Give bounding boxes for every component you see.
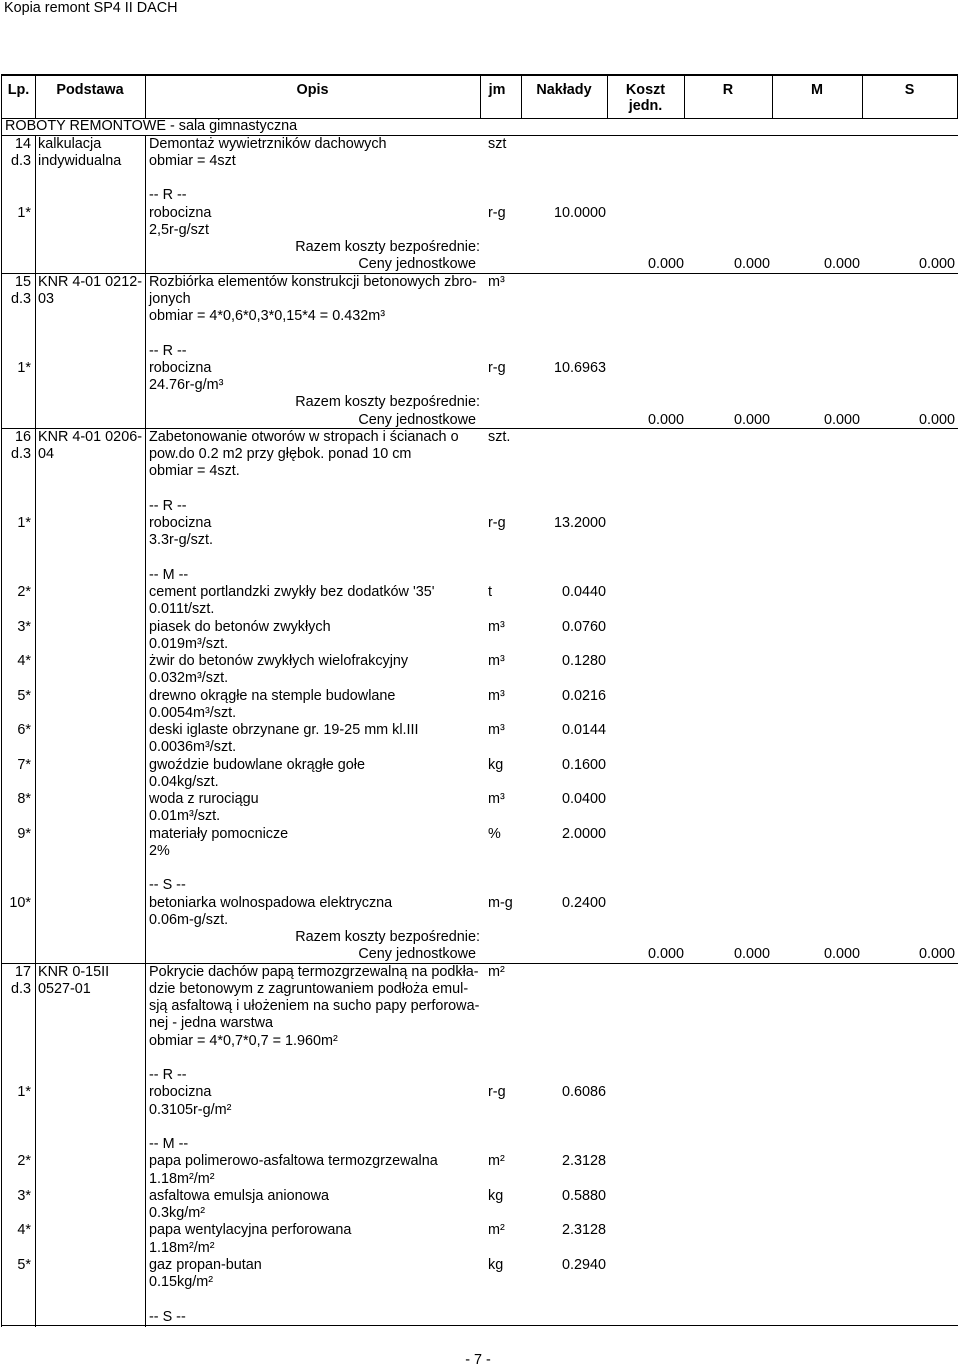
resource-line <box>0 619 960 636</box>
item-line <box>0 998 960 1015</box>
resource-name: betoniarka wolnospadowa elektryczna <box>149 894 393 911</box>
resource-norm-line <box>0 1274 960 1291</box>
resource-unit: r-g <box>488 1084 506 1101</box>
resource-quantity: 2.0000 <box>561 825 606 842</box>
item-line <box>0 136 960 153</box>
resource-unit: m³ <box>488 791 505 808</box>
resource-name: gwoździe budowlane okrągłe gołe <box>149 756 366 773</box>
item-basis: 04 <box>38 446 55 463</box>
resource-norm: 0.0036m³/szt. <box>149 739 237 756</box>
resource-quantity: 0.5880 <box>561 1187 606 1204</box>
resource-quantity: 13.2000 <box>553 515 606 532</box>
table-right-border <box>957 74 958 118</box>
resource-unit: % <box>488 825 501 842</box>
resource-number: 1* <box>17 359 31 376</box>
resource-group-header <box>0 1309 960 1326</box>
resource-number: 9* <box>17 825 31 842</box>
item-line <box>0 429 960 446</box>
resource-norm: 24.76r-g/m³ <box>149 377 224 394</box>
resource-number: 7* <box>17 756 31 773</box>
item-unit: szt <box>488 135 507 152</box>
resource-group-label: -- R -- <box>149 342 187 359</box>
resource-unit: m³ <box>488 653 505 670</box>
resource-number: 3* <box>17 618 31 635</box>
resource-name: papa polimerowo-asfaltowa termozgrzewalna <box>149 1153 438 1170</box>
cost-estimate-table <box>0 118 960 1326</box>
direct-costs-label: Razem koszty bezpośrednie: <box>295 239 480 256</box>
unit-prices-label: Ceny jednostkowe <box>358 946 476 963</box>
item-basis: 0527-01 <box>38 980 91 997</box>
unit-prices-line <box>0 946 960 963</box>
resource-name: gaz propan-butan <box>149 1256 262 1273</box>
resource-name: materiały pomocnicze <box>149 825 289 842</box>
resource-quantity: 0.0144 <box>561 722 606 739</box>
resource-name: woda z rurociągu <box>149 791 259 808</box>
resource-norm-line <box>0 532 960 549</box>
resource-unit: kg <box>488 756 504 773</box>
resource-quantity: 0.1600 <box>561 756 606 773</box>
item-description: nej - jedna warstwa <box>149 1015 273 1032</box>
resource-quantity: 0.6086 <box>561 1084 606 1101</box>
resource-number: 6* <box>17 722 31 739</box>
unit-price-m: 0.000 <box>823 256 860 273</box>
resource-group-label: -- S -- <box>149 877 186 894</box>
resource-name: papa wentylacyjna perforowana <box>149 1222 352 1239</box>
resource-name: deski iglaste obrzynane gr. 19-25 mm kl.III <box>149 722 419 739</box>
item-basis: KNR 4-01 0212- <box>38 273 142 290</box>
unit-prices-label: Ceny jednostkowe <box>358 411 476 428</box>
item-number: 14 <box>14 135 31 152</box>
resource-norm: 3.3r-g/szt. <box>149 532 213 549</box>
item-description: sją asfaltową i ułożeniem na sucho papy perforowa- <box>149 998 480 1015</box>
resource-norm-line <box>0 1205 960 1222</box>
resource-quantity: 0.2400 <box>561 894 606 911</box>
resource-quantity: 2.3128 <box>561 1153 606 1170</box>
resource-norm: 0.01m³/szt. <box>149 808 221 825</box>
item-description: Demontaż wywietrzników dachowych <box>149 135 387 152</box>
resource-group-header <box>0 1136 960 1153</box>
document-title: Kopia remont SP4 II DACH <box>4 0 178 16</box>
resource-number: 2* <box>17 1153 31 1170</box>
resource-quantity: 0.0760 <box>561 618 606 635</box>
item-basis: KNR 0-15II <box>38 963 110 980</box>
item-number: 16 <box>14 428 31 445</box>
resource-quantity: 0.2940 <box>561 1256 606 1273</box>
item-unit: m³ <box>488 273 505 290</box>
resource-norm: 0.032m³/szt. <box>149 670 229 687</box>
unit-prices-line <box>0 412 960 429</box>
unit-prices-label: Ceny jednostkowe <box>358 256 476 273</box>
resource-group-label: -- R -- <box>149 497 187 514</box>
item-number: 15 <box>14 273 31 290</box>
resource-norm: 0.019m³/szt. <box>149 635 229 652</box>
resource-norm-line <box>0 1171 960 1188</box>
resource-norm-line <box>0 843 960 860</box>
resource-norm-line <box>0 774 960 791</box>
cost-items <box>0 136 960 1326</box>
resource-name: drewno okrągłe na stemple budowlane <box>149 687 396 704</box>
resource-norm-line <box>0 601 960 618</box>
resource-norm-line <box>0 808 960 825</box>
unit-prices-line <box>0 256 960 273</box>
resource-unit: m-g <box>488 894 513 911</box>
item-description: Zabetonowanie otworów w stropach i ścianach o <box>149 428 459 445</box>
resource-group-label: -- M -- <box>149 1136 189 1153</box>
column-header-podstawa: Podstawa <box>56 82 124 98</box>
item-description: Pokrycie dachów papą termozgrzewalną na podkła- <box>149 963 479 980</box>
unit-price-s: 0.000 <box>918 256 955 273</box>
resource-line <box>0 360 960 377</box>
item-unit: szt. <box>488 428 511 445</box>
resource-norm: 0.04kg/szt. <box>149 773 219 790</box>
column-header-naklady: Nakłady <box>536 82 592 98</box>
resource-number: 1* <box>17 204 31 221</box>
resource-line <box>0 205 960 222</box>
column-header-r: R <box>722 82 734 98</box>
cost-item <box>0 964 960 1326</box>
section-title: ROBOTY REMONTOWE - sala gimnastyczna <box>5 118 298 135</box>
resource-line <box>0 1222 960 1239</box>
resource-quantity: 10.6963 <box>553 359 606 376</box>
unit-price-r: 0.000 <box>733 946 770 963</box>
direct-costs-label: Razem koszty bezpośrednie: <box>295 929 480 946</box>
direct-costs-label: Razem koszty bezpośrednie: <box>295 394 480 411</box>
resource-number: 5* <box>17 687 31 704</box>
resource-norm-line <box>0 705 960 722</box>
direct-costs-line <box>0 929 960 946</box>
resource-unit: r-g <box>488 359 506 376</box>
unit-price-koszt: 0.000 <box>647 256 684 273</box>
column-header-jm: jm <box>488 82 506 98</box>
page-number: - 7 - <box>465 1352 491 1368</box>
resource-group-header <box>0 877 960 894</box>
unit-price-koszt: 0.000 <box>647 411 684 428</box>
resource-number: 4* <box>17 1222 31 1239</box>
resource-quantity: 0.0400 <box>561 791 606 808</box>
resource-norm-line <box>0 739 960 756</box>
resource-number: 10* <box>9 894 31 911</box>
section-heading <box>0 118 960 135</box>
resource-number: 3* <box>17 1187 31 1204</box>
unit-price-r: 0.000 <box>733 411 770 428</box>
direct-costs-line <box>0 239 960 256</box>
item-line <box>0 463 960 480</box>
resource-quantity: 0.0440 <box>561 584 606 601</box>
unit-price-r: 0.000 <box>733 256 770 273</box>
resource-norm: 0.15kg/m² <box>149 1274 213 1291</box>
resource-unit: m³ <box>488 687 505 704</box>
resource-name: asfaltowa emulsja anionowa <box>149 1187 329 1204</box>
item-number: d.3 <box>10 980 31 997</box>
cost-item <box>0 136 960 274</box>
resource-norm: 2% <box>149 842 170 859</box>
resource-line <box>0 791 960 808</box>
column-header-lp: Lp. <box>7 82 30 98</box>
resource-name: żwir do betonów zwykłych wielofrakcyjny <box>149 653 409 670</box>
resource-line <box>0 1084 960 1101</box>
resource-line <box>0 1188 960 1205</box>
resource-norm-line <box>0 222 960 239</box>
resource-line <box>0 584 960 601</box>
item-description: obmiar = 4szt. <box>149 463 240 480</box>
resource-line <box>0 515 960 532</box>
cost-item <box>0 429 960 964</box>
resource-line <box>0 757 960 774</box>
column-header-opis: Opis <box>296 82 329 98</box>
item-line <box>0 981 960 998</box>
item-number: d.3 <box>10 446 31 463</box>
resource-norm: 2,5r-g/szt <box>149 221 209 238</box>
resource-norm-line <box>0 670 960 687</box>
resource-number: 2* <box>17 584 31 601</box>
unit-price-m: 0.000 <box>823 946 860 963</box>
resource-group-label: -- M -- <box>149 566 189 583</box>
item-number: 17 <box>14 963 31 980</box>
resource-unit: kg <box>488 1256 504 1273</box>
resource-number: 1* <box>17 1084 31 1101</box>
item-line <box>0 1015 960 1032</box>
resource-norm: 1.18m²/m² <box>149 1239 215 1256</box>
item-line <box>0 964 960 981</box>
item-line <box>0 291 960 308</box>
item-description: jonych <box>149 290 191 307</box>
resource-line <box>0 1257 960 1274</box>
column-header-s: S <box>904 82 915 98</box>
resource-norm: 1.18m²/m² <box>149 1170 215 1187</box>
item-unit: m² <box>488 963 505 980</box>
unit-price-s: 0.000 <box>918 411 955 428</box>
resource-name: robocizna <box>149 1084 212 1101</box>
item-description: obmiar = 4szt <box>149 152 236 169</box>
column-header-koszt: Koszt <box>625 82 666 98</box>
resource-number: 5* <box>17 1256 31 1273</box>
resource-group-header <box>0 343 960 360</box>
resource-quantity: 2.3128 <box>561 1222 606 1239</box>
item-description: pow.do 0.2 m2 przy głębok. ponad 10 cm <box>149 446 412 463</box>
resource-norm: 0.06m-g/szt. <box>149 911 229 928</box>
cost-item <box>0 274 960 429</box>
resource-quantity: 0.0216 <box>561 687 606 704</box>
resource-line <box>0 653 960 670</box>
resource-unit: kg <box>488 1187 504 1204</box>
item-basis: KNR 4-01 0206- <box>38 428 142 445</box>
unit-price-m: 0.000 <box>823 411 860 428</box>
resource-unit: r-g <box>488 515 506 532</box>
resource-number: 4* <box>17 653 31 670</box>
resource-line <box>0 722 960 739</box>
resource-line <box>0 688 960 705</box>
resource-name: cement portlandzki zwykły bez dodatków '35' <box>149 584 435 601</box>
item-line <box>0 308 960 325</box>
resource-quantity: 10.0000 <box>553 204 606 221</box>
item-basis: indywidualna <box>38 152 122 169</box>
resource-norm: 0.3kg/m² <box>149 1205 205 1222</box>
item-line <box>0 153 960 170</box>
resource-number: 8* <box>17 791 31 808</box>
resource-group-header <box>0 498 960 515</box>
unit-price-koszt: 0.000 <box>647 946 684 963</box>
resource-norm: 0.0054m³/szt. <box>149 704 237 721</box>
resource-unit: m² <box>488 1222 505 1239</box>
column-header-m: M <box>811 82 823 98</box>
resource-norm-line <box>0 912 960 929</box>
direct-costs-line <box>0 394 960 411</box>
resource-norm-line <box>0 1102 960 1119</box>
resource-norm-line <box>0 636 960 653</box>
item-line <box>0 274 960 291</box>
resource-unit: t <box>488 584 492 601</box>
item-line <box>0 1033 960 1050</box>
item-description: dzie betonowym z zagruntowaniem podłoża emul- <box>149 980 469 997</box>
resource-group-header <box>0 1067 960 1084</box>
resource-group-label: -- R -- <box>149 1067 187 1084</box>
resource-group-header <box>0 187 960 204</box>
resource-unit: m² <box>488 1153 505 1170</box>
column-header-koszt-unit: jedn. <box>628 98 663 114</box>
unit-price-s: 0.000 <box>918 946 955 963</box>
resource-line <box>0 1153 960 1170</box>
resource-group-label: -- R -- <box>149 187 187 204</box>
resource-line <box>0 895 960 912</box>
resource-quantity: 0.1280 <box>561 653 606 670</box>
resource-norm-line <box>0 377 960 394</box>
resource-name: robocizna <box>149 515 212 532</box>
item-description: obmiar = 4*0,6*0,3*0,15*4 = 0.432m³ <box>149 308 386 325</box>
item-number: d.3 <box>10 290 31 307</box>
resource-unit: m³ <box>488 618 505 635</box>
resource-unit: m³ <box>488 722 505 739</box>
resource-name: robocizna <box>149 359 212 376</box>
item-line <box>0 446 960 463</box>
resource-name: piasek do betonów zwykłych <box>149 618 331 635</box>
resource-norm: 0.011t/szt. <box>149 601 215 618</box>
item-number: d.3 <box>10 152 31 169</box>
item-description: obmiar = 4*0,7*0,7 = 1.960m² <box>149 1032 338 1049</box>
resource-norm: 0.3105r-g/m² <box>149 1101 232 1118</box>
item-basis: 03 <box>38 290 55 307</box>
item-description: Rozbiórka elementów konstrukcji betonowych zbro- <box>149 273 477 290</box>
resource-number: 1* <box>17 515 31 532</box>
resource-line <box>0 826 960 843</box>
resource-name: robocizna <box>149 204 212 221</box>
resource-group-header <box>0 567 960 584</box>
resource-unit: r-g <box>488 204 506 221</box>
item-basis: kalkulacja <box>38 135 102 152</box>
resource-group-label: -- S -- <box>149 1308 186 1325</box>
resource-norm-line <box>0 1240 960 1257</box>
